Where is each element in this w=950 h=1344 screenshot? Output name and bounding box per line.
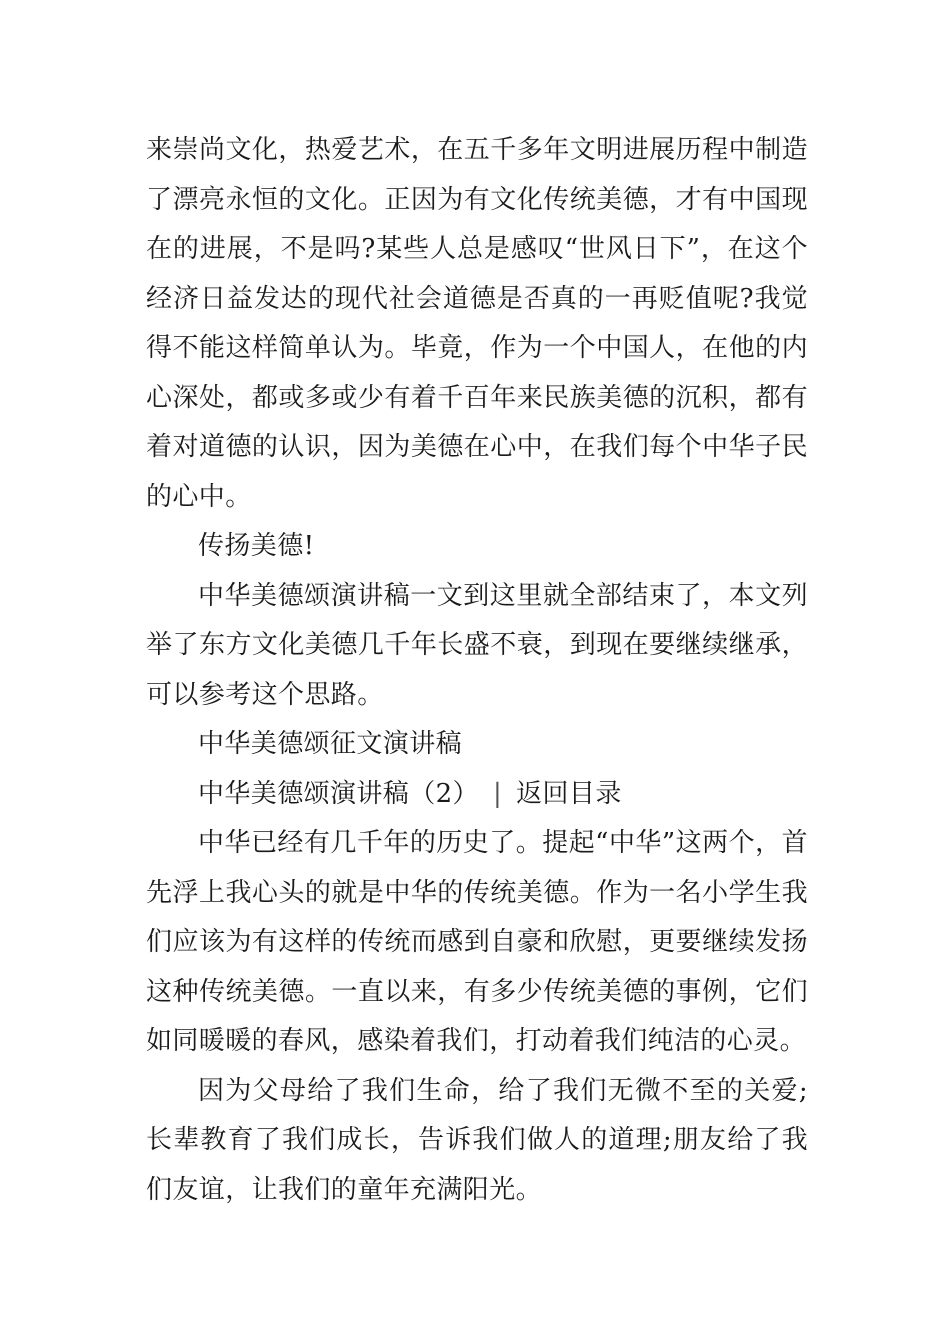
paragraph-summary: 中华美德颂演讲稿一文到这里就全部结束了，本文列举了东方文化美德几千年长盛不衰，到现在要继续继承，可以参考这个思路。 — [146, 580, 808, 710]
section-title: 中华美德颂演讲稿（2） — [198, 778, 479, 809]
document-body — [146, 126, 808, 1215]
section-nav-line — [146, 770, 808, 820]
paragraph-continuation: 来崇尚文化，热爱艺术，在五千多年文明进展历程中制造了漂亮永恒的文化。正因为有文化传统美德，才有中国现在的进展，不是吗?某些人总是感叹“世风日下”，在这个经济日益发达的现代社会道德是否真的一再贬值呢?我觉得不能这样简单认为。毕竟，作为一个中国人，在他的内心深处，都或多或少有着千百年来民族美德的沉积，都有着对道德的认识，因为美德在心中，在我们每个中华子民的心中。 — [146, 135, 808, 512]
nav-separator: | — [492, 778, 503, 809]
related-article-title: 中华美德颂征文演讲稿 — [198, 729, 463, 759]
paragraph-gratitude: 因为父母给了我们生命，给了我们无微不至的关爱;长辈教育了我们成长，告诉我们做人的道理;朋友给了我们友谊，让我们的童年充满阳光。 — [146, 1075, 808, 1205]
paragraph-intro: 中华已经有几千年的历史了。提起“中华”这两个，首先浮上我心头的就是中华的传统美德。作为一名小学生我们应该为有这样的传统而感到自豪和欣慰，更要继续发扬这种传统美德。一直以来，有多少传统美德的事例，它们如同暖暖的春风，感染着我们，打动着我们纯洁的心灵。 — [146, 828, 808, 1056]
paragraph-slogan: 传扬美德! — [198, 531, 315, 561]
back-to-contents-link[interactable]: 返回目录 — [516, 778, 622, 809]
